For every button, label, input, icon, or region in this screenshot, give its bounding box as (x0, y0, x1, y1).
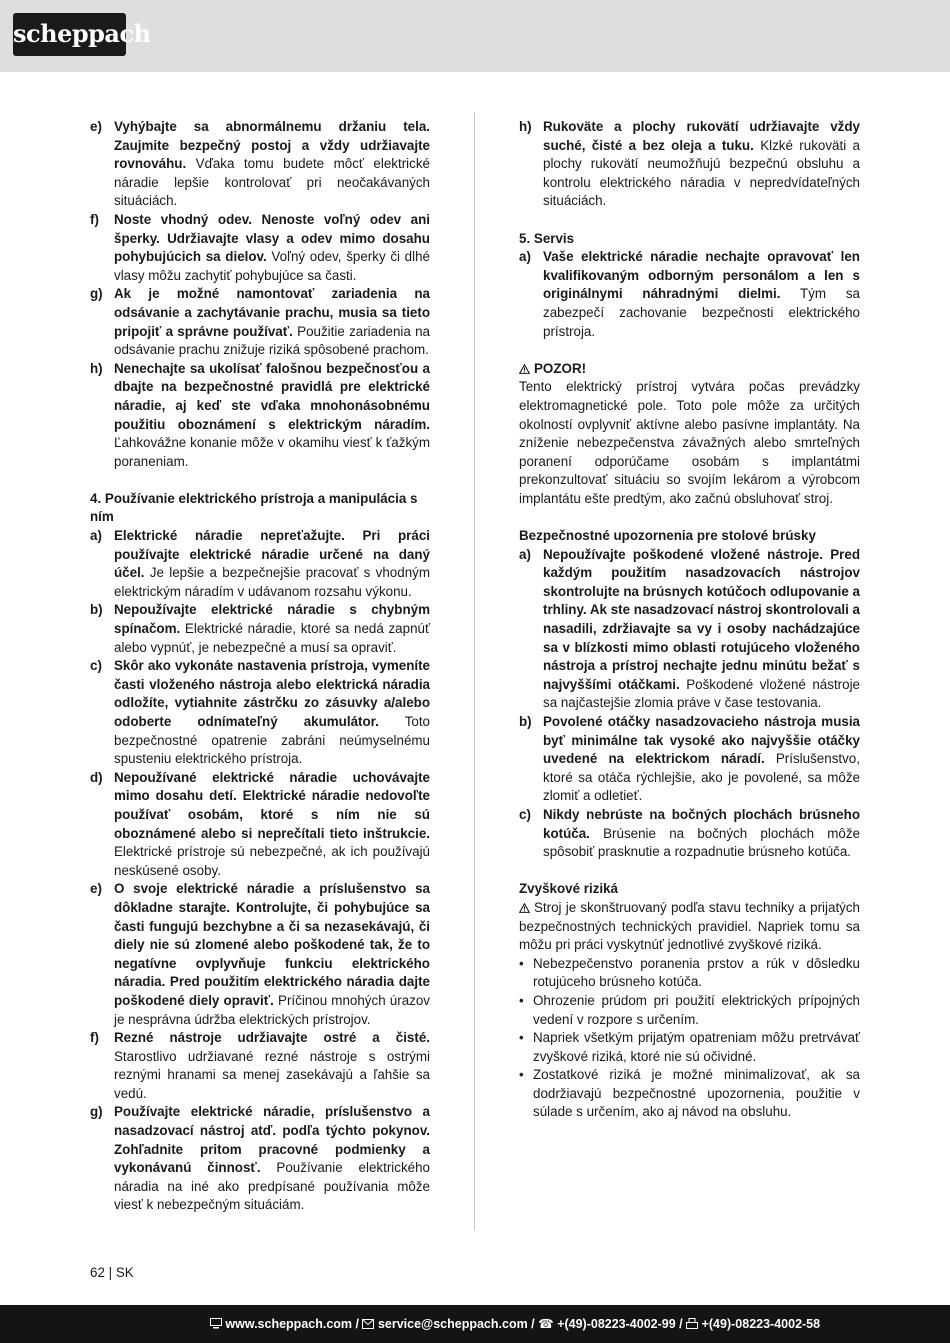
item-text: Brúsenie na bočných plochách môže spôsobiť prasknutie a rozpadnutie brúsneho kotúča. (543, 825, 860, 860)
item-label: b) (90, 602, 103, 618)
item-bold-text: Nepoužívané elektrické náradie uchovávajte mimo dosahu detí. Elektrické náradie nedovoľte používať osobám, ktoré s ním nie sú oboznámené alebo si neprečítali tieto inštrukcie. (114, 769, 430, 841)
page-number: 62 | SK (90, 1265, 134, 1280)
item-text: Tým sa zabezpečí zachovanie bezpečnosti elektrického prístroja. (543, 286, 860, 339)
item-text: Ľahkovážne konanie môže v okamihu viesť k ťažkým poraneniam. (114, 435, 430, 469)
footer-separator: / (675, 1317, 687, 1331)
item-text: Príslušenstvo, ktoré sa otáča rýchlejšie, ako je povolené, sa môže zlomiť a odletieť. (543, 751, 860, 804)
item-text: Klzké rukoväti a plochy rukovätí neumožňujú bezpečnú obsluhu a kontrolu elektrického náradia v nepredvídateľných situáciách. (543, 137, 860, 209)
bullet-text: Ohrozenie prúdom pri použití elektrických prípojných vedení v rozpore s určením. (533, 992, 860, 1027)
item-text: Príčinou mnohých úrazov je nesprávna údržba elektrických prístrojov. (114, 992, 431, 1027)
item-bold-text: Nepoužívajte poškodené vložené nástroje. Pred každým použitím nasadzovacích nástrojov skontrolujte na brúsnych kotúčoch odlupovanie a trhliny. Ak ste nasadzovací nástroj skontrolovali a nasadili, zdržiavajte sa vy i osoby nachádzajúce sa v blízkosti mimo oblasti rotujúceho vloženého nástroja a prístroj nechajte jednu minútu bežať s najvyššími otáčkami. (543, 546, 861, 692)
email-icon (362, 1319, 374, 1329)
column-divider (474, 112, 475, 1230)
item-label: g) (90, 1104, 103, 1120)
item-text: Toto bezpečnostné opatrenie zabráni neúmyselnému spusteniu elektrického prístroja. (114, 714, 431, 767)
bullet-mark: • (519, 1030, 524, 1046)
footer-separator: / (352, 1317, 363, 1331)
list-item (90, 1103, 430, 1215)
footer-website-link[interactable]: www.scheppach.com (225, 1317, 353, 1331)
list-item (519, 118, 860, 211)
fax-icon (686, 1318, 698, 1329)
residual-intro-text: Stroj je skonštruovaný podľa stavu techniky a prijatých bezpečnostných technických pravidiel. Napriek tomu sa môžu pri práci vyskytnúť jednotlivé zvyškové riziká. (519, 899, 860, 953)
list-item (90, 285, 430, 359)
item-label: e) (90, 119, 102, 134)
item-bold-text: Elektrické náradie nepreťažujte. Pri práci používajte elektrické náradie určené na daný účel. (114, 528, 430, 581)
item-text: Elektrické prístroje sú nebezpečné, ak ich používajú neskúsené osoby. (114, 844, 430, 878)
item-bold-text: Nikdy nebrúste na bočných plochách brúsneho kotúča. (543, 806, 860, 841)
list-item (519, 546, 860, 713)
warning-triangle-icon (519, 903, 530, 913)
item-bold-text: Rukoväte a plochy rukovätí udržiavajte vždy suché, čisté a bez oleja a tuku. (543, 119, 860, 153)
warning-title: POZOR! (534, 360, 587, 376)
warning-triangle-icon (519, 364, 530, 374)
list-item (90, 360, 430, 472)
bullet-mark: • (519, 1067, 524, 1083)
footer-phone: +(49)-08223-4002-99 (557, 1317, 676, 1331)
item-bold-text: Skôr ako vykonáte nastavenia prístroja, vymeníte časti vloženého nástroja alebo elektrická náradia odložíte, vytiahnite zástrčku zo zásuvky a/alebo odoberte odnímateľný akumulátor. (114, 658, 430, 729)
bullet-text: Nebezpečenstvo poranenia prstov a rúk v dôsledku rotujúceho brúsneho kotúča. (533, 955, 860, 990)
list-item (90, 769, 430, 881)
residual-intro (519, 899, 860, 955)
list-item (519, 248, 860, 341)
footer-separator: / (527, 1317, 539, 1331)
item-text: Starostlivo udržiavané rezné nástroje s ostrými reznými hranami sa menej zasekávajú a ľahšie sa vedú. (114, 1048, 430, 1101)
item-label: a) (90, 528, 102, 544)
item-text: Voľný odev, šperky či dlhé vlasy môžu zachytiť pohybujúce sa časti. (114, 249, 430, 283)
item-text: Vďaka tomu budete môcť elektrické náradie lepšie kontrolovať pri neočakávaných situáciách. (114, 156, 430, 209)
item-bold-text: Ak je možné namontovať zariadenia na odsávanie a zachytávanie prachu, musia sa tieto pripojiť a správne používať. (114, 286, 430, 339)
bullet-text: Napriek všetkým prijatým opatreniam môžu pretrvávať zvyškové riziká, ktoré nie sú očividné. (533, 1030, 860, 1064)
list-item (90, 1029, 430, 1103)
item-bold-text: Rezné nástroje udržiavajte ostré a čisté. (114, 1030, 430, 1046)
grinder-section-title: Bezpečnostné upozornenia pre stolové brúsky (519, 528, 816, 544)
item-label: d) (90, 769, 103, 785)
section-4-list (90, 527, 430, 1215)
bullet-item (519, 992, 860, 1029)
item-bold-text: Používajte elektrické náradie, príslušenstvo a nasadzovací nástroj atď. podľa týchto pokynov. Zohľadnite pritom pracovné podmienky a vykonávanú činnosť. (114, 1104, 430, 1176)
item-bold-text: Povolené otáčky nasadzovacieho nástroja musia byť minimálne tak vysoké ako najvyššie otáčky uvedené na elektrickom náradí. (543, 714, 860, 767)
list-item (90, 601, 430, 657)
item-label: f) (90, 211, 99, 227)
list-item (90, 211, 430, 285)
bullet-item (519, 955, 860, 992)
warning-heading (519, 360, 860, 379)
list-item (90, 657, 430, 769)
item-label: h) (519, 119, 532, 134)
item-bold-text: Nepoužívajte elektrické náradie s chybným spínačom. (114, 602, 430, 637)
item-label: g) (90, 286, 103, 302)
item-text: Použitie zariadenia na odsávanie prachu znižuje riziká spôsobené prachom. (114, 323, 431, 358)
item-label: e) (90, 881, 102, 897)
item-text: Používanie elektrického náradia na iné ako predpísané používania môže viesť k nebezpečným situáciám. (114, 1160, 430, 1213)
item-bold-text: Nenechajte sa ukolísať falošnou bezpečnosťou a dbajte na bezpečnostné pravidlá pre elektrické náradie, aj keď ste vďaka mnohonásobnému použitiu oboznámení s elektrickým náradím. (114, 360, 430, 432)
item-label: c) (90, 658, 102, 674)
bullet-mark: • (519, 992, 524, 1008)
item-bold-text: Vyhýbajte sa abnormálnemu držaniu tela. Zaujmite bezpečný postoj a vždy udržiavajte rovnováhu. (114, 119, 430, 172)
item-text: Elektrické náradie, ktoré sa nedá zapnúť alebo vypnúť, je nebezpečné a musí sa opraviť. (114, 621, 430, 655)
section-5-title: 5. Servis (519, 230, 575, 246)
item-bold-text: Vaše elektrické náradie nechajte opravovať len kvalifikovaným odborným personálom a len s originálnymi náhradnými dielmi. (543, 249, 860, 302)
footer-fax: +(49)-08223-4002-58 (701, 1317, 821, 1331)
item-label: b) (519, 714, 532, 729)
scheppach-logo: scheppach (13, 13, 126, 56)
monitor-icon (210, 1318, 222, 1329)
item-label: a) (519, 546, 531, 562)
warning-text: Tento elektrický prístroj vytvára počas prevádzky elektromagnetické pole. Toto pole môže za určitých okolností ovplyvniť aktívne alebo pasívne implantáty. Na zníženie nebezpečenstva závažných alebo smrteľných poranení odporúčame osobám s implantátmi prekonzultovať situáciu so svojím lekárom a výrobcom implantátu ešte predtým, ako začnú obsluhovať stroj. (519, 379, 860, 506)
residual-risks-title: Zvyškové riziká (519, 881, 619, 897)
bullet-mark: • (519, 955, 524, 971)
item-label: h) (90, 360, 103, 376)
grinder-list (519, 546, 860, 862)
footer-bar (0, 1305, 950, 1343)
item-label: a) (519, 249, 531, 265)
header-band (0, 0, 950, 72)
list-item (90, 880, 430, 1029)
section-4-title: 4. Používanie elektrického prístroja a manipulácia s ním (90, 490, 418, 525)
bullet-text: Zostatkové riziká je možné minimalizovať, ak sa dodržiavajú bezpečnostné upozornenia, použitie v súlade s určením, ako aj návod na obsluhu. (533, 1067, 860, 1120)
right-column (519, 118, 860, 1122)
item-bold-text: O svoje elektrické náradie a príslušenstvo sa dôkladne starajte. Kontrolujte, či pohybujúce sa časti fungujú bezchybne a či sa nezasekávajú, či diely nie sú zlomené alebo poškodené tak, že to negatívne ovplyvňuje funkciu elektrického náradia. Pred použitím elektrického náradia dajte poškodené diely opraviť. (114, 881, 430, 1008)
footer-email-link[interactable]: service@scheppach.com (377, 1317, 528, 1331)
item-text: Je lepšie a bezpečnejšie pracovať s vhodným elektrickým náradím v udávanom rozsahu výkonu. (114, 565, 430, 599)
list-item (90, 118, 430, 211)
list-item (519, 713, 860, 806)
item-label: c) (519, 806, 531, 822)
list-item (519, 806, 860, 862)
item-label: f) (90, 1030, 99, 1046)
residual-bullet-list (519, 955, 860, 1122)
phone-icon: ☎ (538, 1317, 554, 1331)
item-text: Poškodené vložené nástroje sa najčastejšie zlomia práve v čase testovania. (543, 676, 860, 711)
left-column (90, 118, 430, 1215)
bullet-item (519, 1066, 860, 1122)
bullet-item (519, 1029, 860, 1066)
list-item (90, 527, 430, 601)
item-bold-text: Noste vhodný odev. Nenoste voľný odev ani šperky. Udržiavajte vlasy a odev mimo dosahu pohybujúcich sa dielov. (114, 211, 430, 265)
